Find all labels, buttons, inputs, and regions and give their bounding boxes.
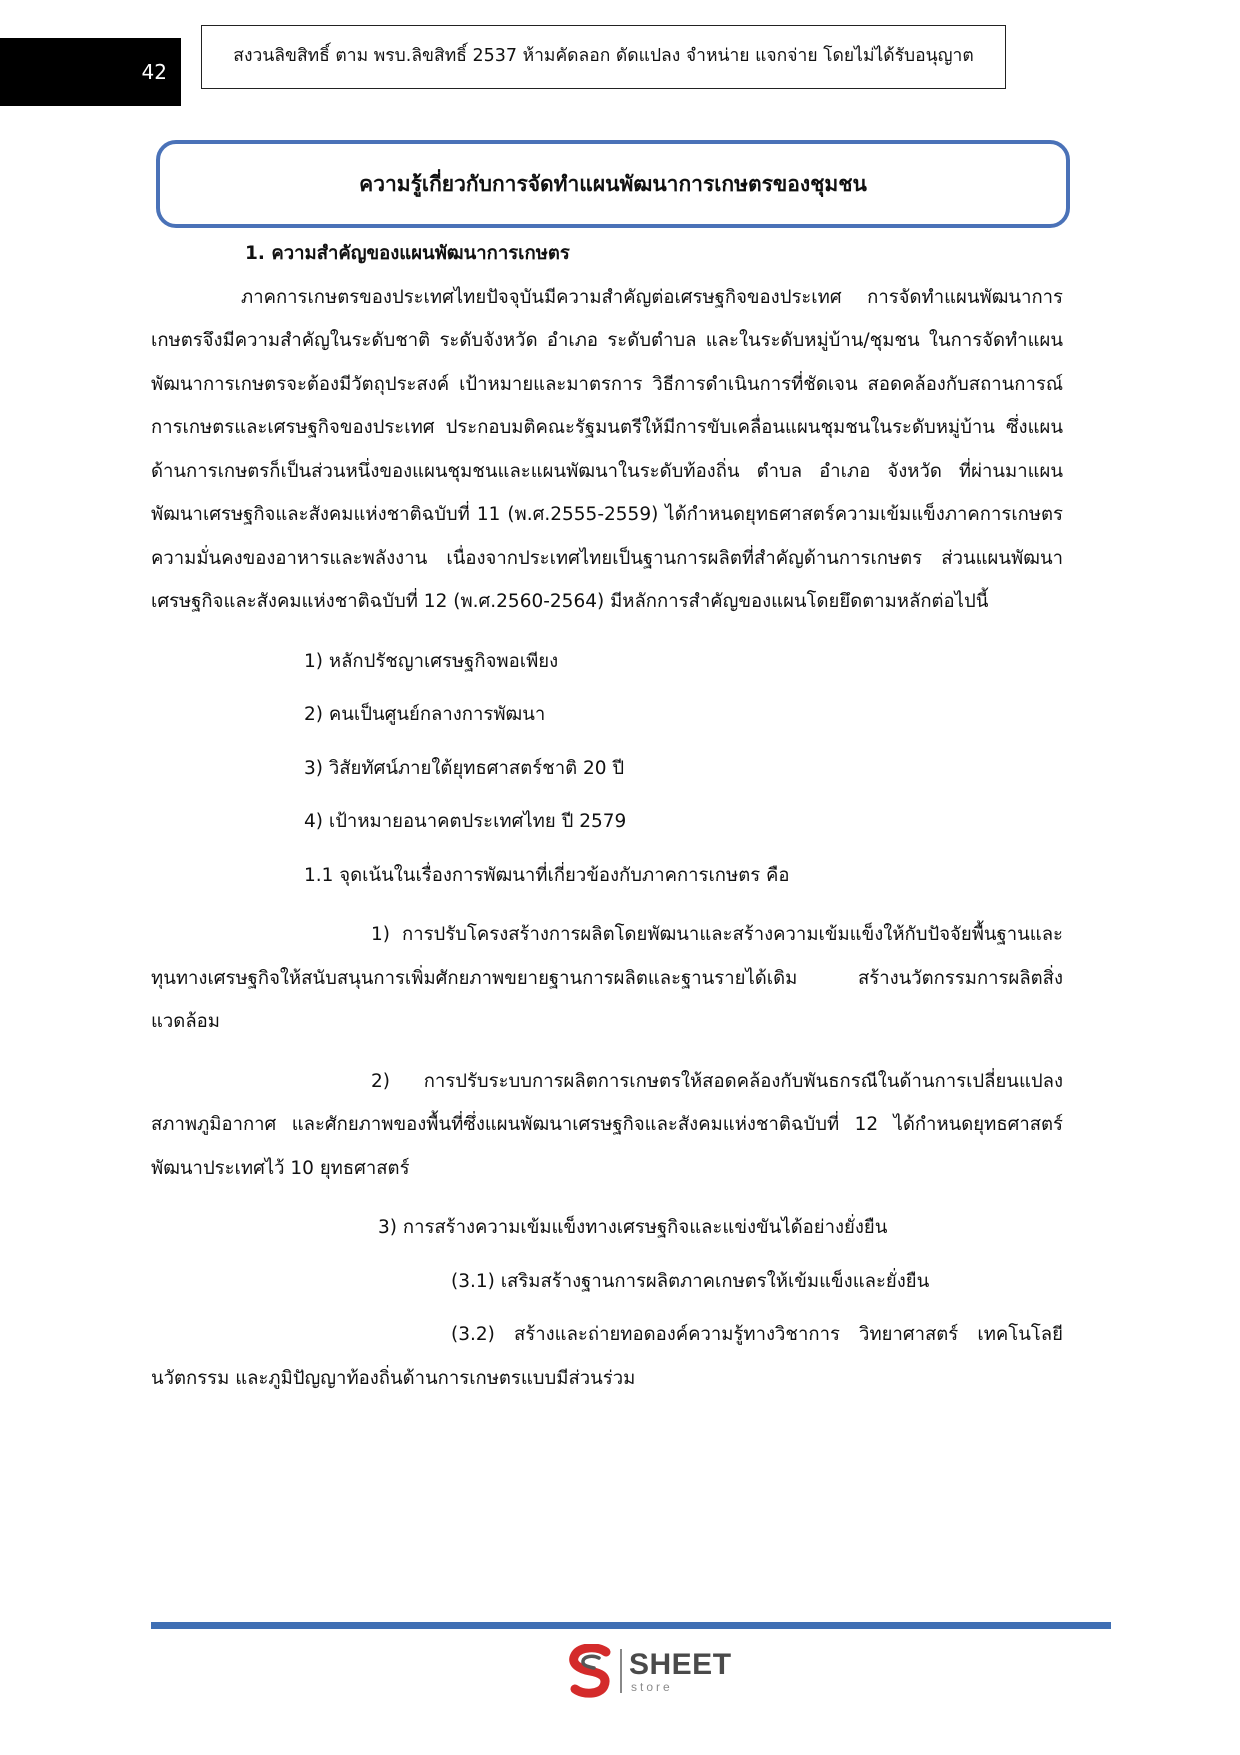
principle-item: 4) เป้าหมายอนาคตประเทศไทย ปี 2579 bbox=[304, 811, 627, 832]
page-number: 42 bbox=[0, 38, 181, 106]
intro-paragraph: ภาคการเกษตรของประเทศไทยปัจจุบันมีความสำคัญต่อเศรษฐกิจของประเทศ การจัดทำแผนพัฒนาการเกษตรจึงมีความสำคัญในระดับชาติ ระดับจังหวัด อำเภอ ระดับตำบล และในระดับหมู่บ้าน/ชุมชน ในการจัดทำแผนพัฒนาการเกษตรจะต้องมีวัตถุประสงค์ เป้าหมายและมาตรการ วิธีการดำเนินการที่ชัดเจน สอดคล้องกับสถานการณ์การเกษตรและเศรษฐกิจของประเทศ ประกอบมติคณะรัฐมนตรีให้มีการขับเคลื่อนแผนชุมชนในระดับหมู่บ้าน ซึ่งแผนด้านการเกษตรก็เป็นส่วนหนึ่งของแผนชุมชนและแผนพัฒนาในระดับท้องถิ่น ตำบล อำเภอ จังหวัด ที่ผ่านมาแผนพัฒนาเศรษฐกิจและสังคมแห่งชาติฉบับที่ 11 (พ.ศ.2555-2559) ได้กำหนดยุทธศาสตร์ความเข้มแข็งภาคการเกษตร ความมั่นคงของอาหารและพลังงาน เนื่องจากประเทศไทยเป็นฐานการผลิตที่สำคัญด้านการเกษตร ส่วนแผนพัฒนาเศรษฐกิจและสังคมแห่งชาติฉบับที่ 12 (พ.ศ.2560-2564) มีหลักการสำคัญของแผนโดยยึดตามหลักต่อไปนี้ bbox=[151, 286, 1063, 612]
section-heading: 1. ความสำคัญของแผนพัฒนาการเกษตร bbox=[245, 243, 570, 264]
page-title: ความรู้เกี่ยวกับการจัดทำแผนพัฒนาการเกษตรของชุมชน bbox=[156, 140, 1070, 228]
focus-paragraph-1: 1) การปรับโครงสร้างการผลิตโดยพัฒนาและสร้างความเข้มแข็งให้กับปัจจัยพื้นฐานและทุนทางเศรษฐกิจให้สนับสนุนการเพิ่มศักยภาพขยายฐานการผลิตและฐานรายได้เดิม สร้างนวัตกรรมการผลิตสิ่งแวดล้อม bbox=[151, 924, 1063, 1032]
document-body bbox=[151, 232, 1063, 1400]
subsection-heading: 1.1 จุดเน้นในเรื่องการพัฒนาที่เกี่ยวข้องกับภาคการเกษตร คือ bbox=[304, 864, 790, 886]
focus-item-3-2: (3.2) สร้างและถ่ายทอดองค์ความรู้ทางวิชาการ วิทยาศาสตร์ เทคโนโลยี นวัตกรรม และภูมิปัญญาท้องถิ่นด้านการเกษตรแบบมีส่วนร่วม bbox=[151, 1324, 1063, 1389]
logo-sub: store bbox=[631, 1679, 673, 1694]
copyright-notice: สงวนลิขสิทธิ์ ตาม พรบ.ลิขสิทธิ์ 2537 ห้ามคัดลอก ดัดแปลง จำหน่าย แจกจ่าย โดยไม่ได้รับอนุญาต bbox=[201, 25, 1006, 89]
principle-item: 1) หลักปรัชญาเศรษฐกิจพอเพียง bbox=[304, 650, 559, 672]
sheet-store-logo bbox=[566, 1643, 732, 1699]
logo-separator bbox=[620, 1649, 622, 1693]
logo-text bbox=[629, 1647, 732, 1694]
footer-divider bbox=[151, 1622, 1111, 1629]
s-logo-icon bbox=[566, 1644, 616, 1698]
focus-item-3-1: (3.1) เสริมสร้างฐานการผลิตภาคเกษตรให้เข้มแข็งและยั่งยืน bbox=[451, 1270, 930, 1292]
logo-word: SHEET bbox=[629, 1647, 732, 1681]
principle-item: 2) คนเป็นศูนย์กลางการพัฒนา bbox=[304, 704, 546, 725]
principle-item: 3) วิสัยทัศน์ภายใต้ยุทธศาสตร์ชาติ 20 ปี bbox=[304, 757, 625, 779]
focus-paragraph-2: 2) การปรับระบบการผลิตการเกษตรให้สอดคล้องกับพันธกรณีในด้านการเปลี่ยนแปลงสภาพภูมิอากาศ และศักยภาพของพื้นที่ซึ่งแผนพัฒนาเศรษฐกิจและสังคมแห่งชาติฉบับที่ 12 ได้กำหนดยุทธศาสตร์พัฒนาประเทศไว้ 10 ยุทธศาสตร์ bbox=[151, 1070, 1063, 1179]
focus-item-3: 3) การสร้างความเข้มแข็งทางเศรษฐกิจและแข่งขันได้อย่างยั่งยืน bbox=[378, 1217, 888, 1238]
